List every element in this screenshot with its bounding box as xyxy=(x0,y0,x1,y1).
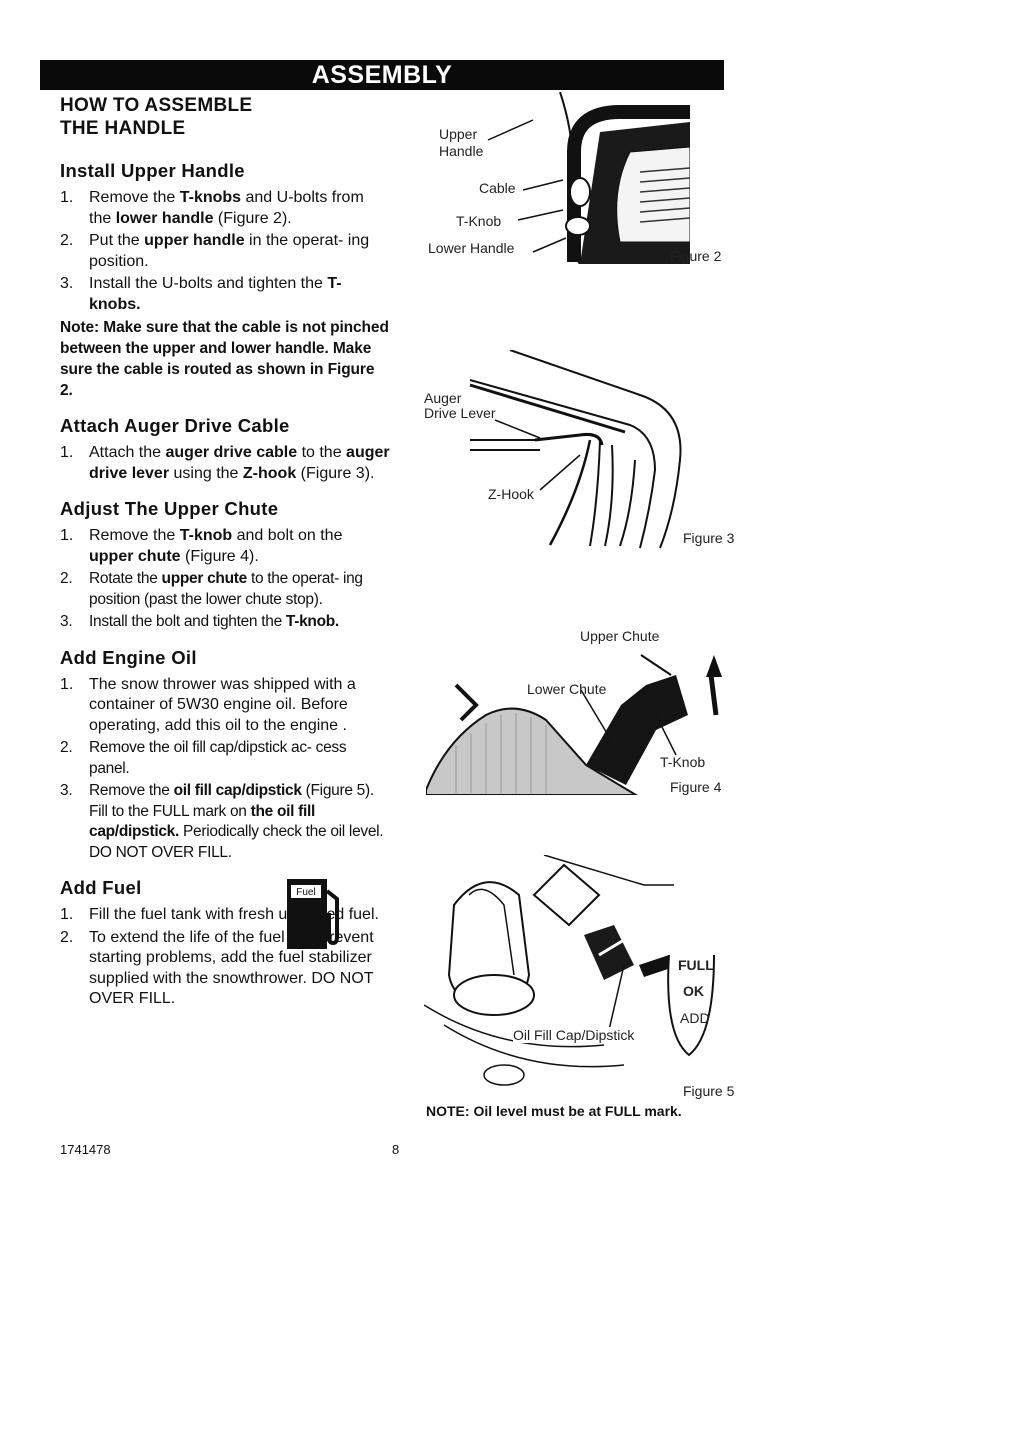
step-text: Put the xyxy=(89,232,145,249)
section-title: Add Fuel xyxy=(60,877,142,898)
section-auger-cable xyxy=(60,415,390,484)
figure-4-illustration xyxy=(426,645,726,795)
list-item xyxy=(60,188,390,229)
fig5-label-cap: Oil Fill Cap/Dipstick xyxy=(513,1027,635,1043)
fig5-label-ok: OK xyxy=(683,983,704,999)
step-list xyxy=(60,188,390,315)
step-number: 3. xyxy=(60,275,74,292)
list-item xyxy=(60,738,390,779)
step-number: 3. xyxy=(60,782,73,799)
step-text: The snow thrower was shipped with a container of 5W30 engine oil. Before operating, add this oil to the engine . xyxy=(89,675,356,734)
step-text: Remove the xyxy=(89,189,180,206)
step-number: 2. xyxy=(60,928,74,946)
list-item xyxy=(60,675,390,737)
step-text: (Figure 2). xyxy=(213,209,292,227)
page-heading xyxy=(60,94,390,140)
step-text: To extend the life of the fuel and prevent starting problems, add the fuel stabilizer supplied with the snowthrower. DO NOT OVER FILL. xyxy=(89,928,374,1007)
fig3-caption: Figure 3 xyxy=(683,530,735,546)
step-text: (Figure 5). Fill to the FULL mark on xyxy=(89,782,374,820)
cable-note: Note: Make sure that the cable is not pinched between the upper and lower handle. Make sure the cable is routed as shown in Figure 2. xyxy=(60,319,389,399)
step-text: using the xyxy=(169,464,243,482)
step-text: Remove the xyxy=(89,782,174,799)
step-emphasis: oil fill cap/dipstick xyxy=(173,782,302,799)
step-text: (Figure 3). xyxy=(296,464,375,482)
fig5-caption: Figure 5 xyxy=(683,1083,735,1099)
list-item xyxy=(60,231,390,272)
fig2-label-handle: Handle xyxy=(439,143,484,159)
step-number: 1. xyxy=(60,906,74,923)
step-text: Install the U-bolts and tighten the xyxy=(89,275,328,292)
step-number: 1. xyxy=(60,444,74,461)
step-text: Install the bolt and tighten the xyxy=(89,613,286,630)
step-list xyxy=(60,443,390,484)
fig4-label-upper-chute: Upper Chute xyxy=(580,628,660,644)
fig2-label-lower-handle: Lower Handle xyxy=(428,240,515,256)
step-text: Remove the xyxy=(89,527,180,544)
step-list xyxy=(60,526,390,633)
step-emphasis: upper chute xyxy=(161,570,247,587)
step-emphasis: auger drive cable xyxy=(165,444,298,461)
step-emphasis: T-knob. xyxy=(285,613,339,630)
step-text: Fill the fuel tank with fresh unleaded fuel. xyxy=(89,906,379,923)
figure-3-illustration xyxy=(440,350,690,550)
list-item xyxy=(60,612,390,633)
step-number: 2. xyxy=(60,570,73,587)
list-item xyxy=(60,928,390,1010)
list-item xyxy=(60,781,390,863)
fig5-label-full: FULL xyxy=(678,957,714,973)
section-engine-oil xyxy=(60,647,390,864)
step-list xyxy=(60,905,390,1010)
step-emphasis: the oil fill cap/dipstick. xyxy=(89,802,316,840)
list-item xyxy=(60,905,390,926)
fig3-label-zhook: Z-Hook xyxy=(488,486,534,502)
step-text: (Figure 4). xyxy=(180,547,259,565)
list-item xyxy=(60,443,390,484)
fig2-label-upper: Upper xyxy=(439,126,478,142)
section-fuel xyxy=(60,877,390,1010)
oil-level-note: NOTE: Oil level must be at FULL mark. xyxy=(426,1103,682,1119)
step-emphasis: T-knob xyxy=(179,527,233,544)
fig3-label-auger: Auger xyxy=(424,390,462,406)
step-number: 1. xyxy=(60,675,74,693)
fig4-label-tknob: T-Knob xyxy=(660,754,706,770)
section-upper-chute xyxy=(60,498,390,633)
page-heading-line-1: HOW TO ASSEMBLE xyxy=(60,95,253,116)
step-emphasis: lower handle xyxy=(115,209,214,227)
step-emphasis: T-knobs. xyxy=(89,275,342,313)
step-emphasis: Z-hook xyxy=(242,464,297,482)
step-emphasis: upper chute xyxy=(89,547,181,565)
list-item xyxy=(60,569,390,610)
instructions-column xyxy=(60,94,390,1024)
fig4-label-lower-chute: Lower Chute xyxy=(527,681,607,697)
step-emphasis: upper handle xyxy=(144,232,245,249)
step-emphasis: T-knobs xyxy=(179,189,242,206)
section-banner: ASSEMBLY xyxy=(40,60,724,90)
step-text: in the operat- ing position. xyxy=(89,232,370,270)
list-item xyxy=(60,274,390,315)
step-number: 3. xyxy=(60,613,73,630)
page-number: 8 xyxy=(392,1142,400,1157)
step-number: 2. xyxy=(60,739,73,756)
section-title: Attach Auger Drive Cable xyxy=(60,415,290,436)
section-title: Add Engine Oil xyxy=(60,646,197,668)
list-item xyxy=(60,526,390,567)
step-number: 1. xyxy=(60,189,74,206)
fig2-label-tknob: T-Knob xyxy=(456,213,502,229)
step-text: Periodically check the oil level. DO NOT OVER FILL. xyxy=(89,823,384,861)
step-text: Remove the oil fill cap/dipstick ac- cess panel. xyxy=(89,739,347,777)
step-text: to the xyxy=(297,444,347,461)
section-title: Adjust The Upper Chute xyxy=(60,498,279,519)
step-text: Rotate the xyxy=(89,570,162,587)
fuel-label: Fuel xyxy=(296,887,316,898)
step-text: and U-bolts from the xyxy=(89,189,364,227)
step-list xyxy=(60,675,390,864)
step-number: 1. xyxy=(60,527,74,544)
section-upper-handle xyxy=(60,160,390,401)
fig2-label-cable: Cable xyxy=(479,180,516,196)
step-text: Attach the xyxy=(89,444,166,461)
fig2-caption: Figure 2 xyxy=(670,248,722,264)
page-heading-line-2: THE HANDLE xyxy=(60,118,186,139)
step-emphasis: auger drive lever xyxy=(89,444,390,482)
part-number: 1741478 xyxy=(60,1142,111,1157)
figure-5-illustration xyxy=(424,855,724,1095)
step-number: 2. xyxy=(60,232,74,249)
fig3-label-drive-lever: Drive Lever xyxy=(424,405,496,421)
fig4-caption: Figure 4 xyxy=(670,779,722,795)
fig5-label-add: ADD xyxy=(680,1010,710,1026)
step-text: to the operat- ing position (past the lower chute stop). xyxy=(89,570,363,608)
section-title: Install Upper Handle xyxy=(60,160,245,181)
step-text: and bolt on the xyxy=(232,527,343,544)
